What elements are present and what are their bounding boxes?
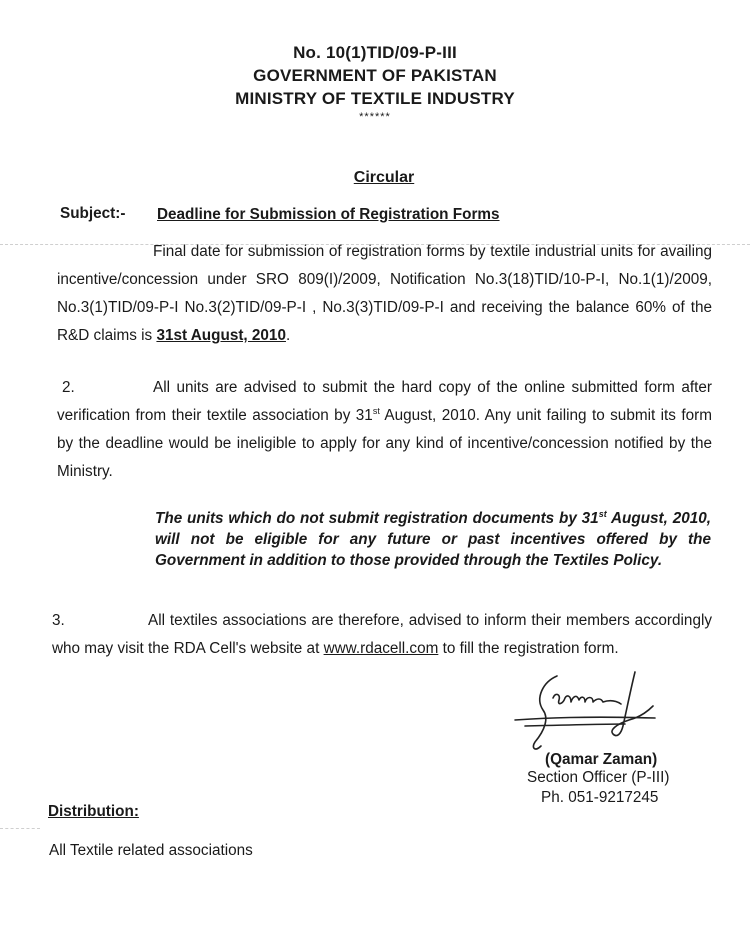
eligibility-notice: The units which do not submit registration documents by 31st August, 2010, will not be eligible for any future or past incentives offered by the Government in addition to those provided through the Textiles Policy. <box>155 508 711 569</box>
deadline-date: 31st August, 2010 <box>156 327 286 344</box>
subject-text: Deadline for Submission of Registration Forms <box>157 206 500 223</box>
signatory-name: (Qamar Zaman) <box>545 751 658 768</box>
paragraph-2-number: 2. <box>62 379 75 396</box>
signatory-phone: Ph. 051-9217245 <box>541 789 659 806</box>
website-link[interactable]: www.rdacell.com <box>323 640 439 657</box>
distribution-label: Distribution: <box>48 803 139 820</box>
paragraph-1: Final date for submission of registration forms by textile industrial units for availing incentive/concession under SRO 809(I)/2009, Notification No.3(18)TID/10-P-I, No.1(1)/2009, No.3(1)TID/09-P-I No.3(2)TID/09-P-I , No.3(3)TID/09-P-I and receiving the balance 60% of the R&D claims is 31st August, 2010. <box>57 243 712 344</box>
scan-artifact <box>0 828 40 829</box>
subject-label: Subject:- <box>60 205 126 222</box>
distribution-recipients: All Textile related associations <box>49 842 253 859</box>
paragraph-3-number: 3. <box>52 612 65 629</box>
government-heading: GOVERNMENT OF PAKISTAN <box>253 66 497 85</box>
paragraph-3: All textiles associations are therefore, advised to inform their members accordingly who may visit the RDA Cell's website at www.rdacell.com to fill the registration form. <box>52 612 712 657</box>
reference-number: No. 10(1)TID/09-P-III <box>293 43 457 62</box>
header-separator-stars: ****** <box>359 111 391 123</box>
circular-title: Circular <box>353 169 415 186</box>
handwritten-signature <box>505 668 675 758</box>
signatory-designation: Section Officer (P-III) <box>527 769 670 786</box>
ministry-heading: MINISTRY OF TEXTILE INDUSTRY <box>235 89 515 108</box>
paragraph-2: All units are advised to submit the hard copy of the online submitted form after verification from their textile association by 31st August, 2010. Any unit failing to submit its form by the deadline would be ineligible to apply for any kind of incentive/concession notified by the Ministry. <box>57 379 712 480</box>
